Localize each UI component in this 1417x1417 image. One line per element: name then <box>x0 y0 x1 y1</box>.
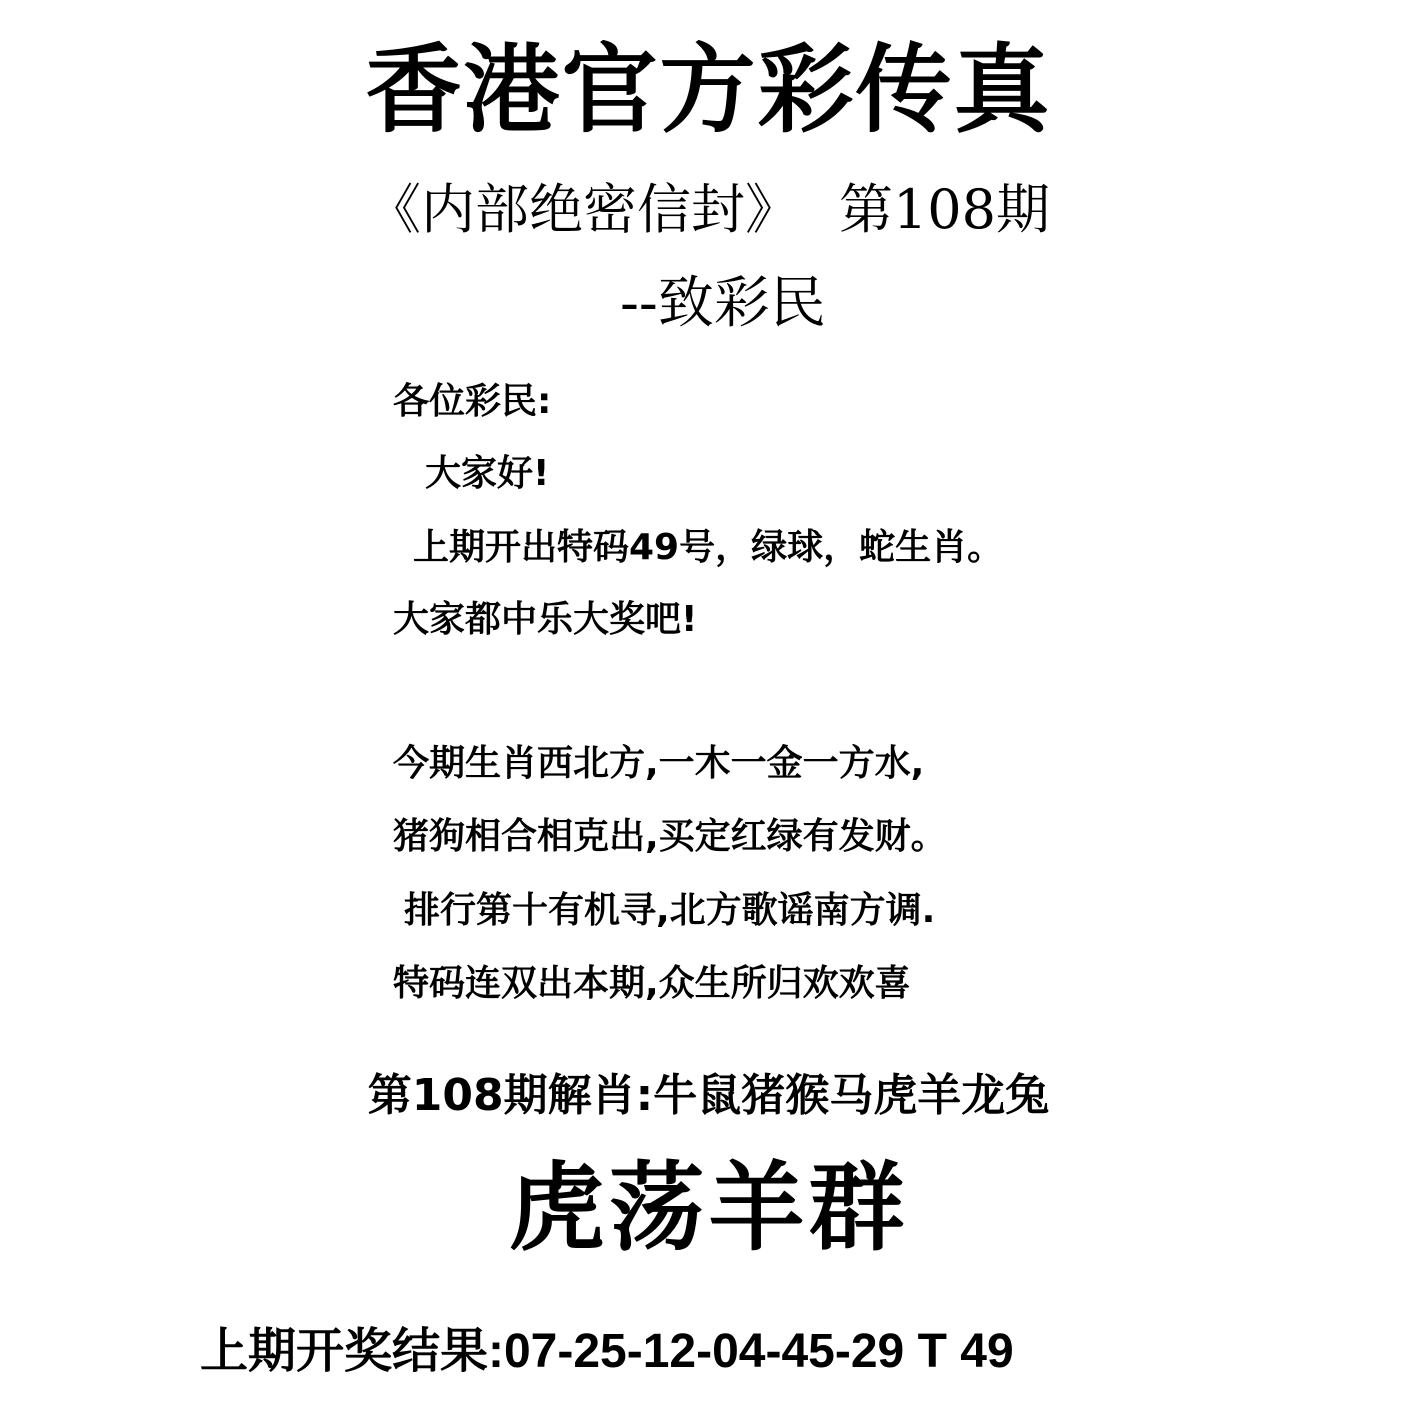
poem-line-1: 今期生肖西北方,一木一金一方水, <box>393 743 925 784</box>
poem-line-4: 特码连双出本期,众生所归欢欢喜 <box>393 963 911 1004</box>
issue-number: 第108期 <box>838 178 1051 241</box>
letter-greeting: 各位彩民: <box>393 381 552 422</box>
previous-draw-result: 上期开奖结果:07-25-12-04-45-29 T 49 <box>200 1325 1014 1378</box>
motto: 虎荡羊群 <box>508 1152 909 1264</box>
subtitle-name: 《内部绝密信封》 <box>366 178 799 241</box>
letter-hello: 大家好! <box>425 453 550 494</box>
dedication: --致彩民 <box>620 271 826 336</box>
subtitle <box>0 175 1417 245</box>
poem-line-3: 排行第十有机寻,北方歌谣南方调. <box>404 890 936 931</box>
poem-line-2: 猪狗相合相克出,买定红绿有发财。 <box>393 816 947 857</box>
letter-last-result: 上期开出特码49号，绿球，蛇生肖。 <box>413 527 1004 568</box>
letter-wish: 大家都中乐大奖吧! <box>393 599 698 640</box>
zodiac-hint: 第108期解肖:牛鼠猪猴马虎羊龙兔 <box>367 1070 1050 1121</box>
page-title: 香港官方彩传真 <box>365 34 1052 146</box>
